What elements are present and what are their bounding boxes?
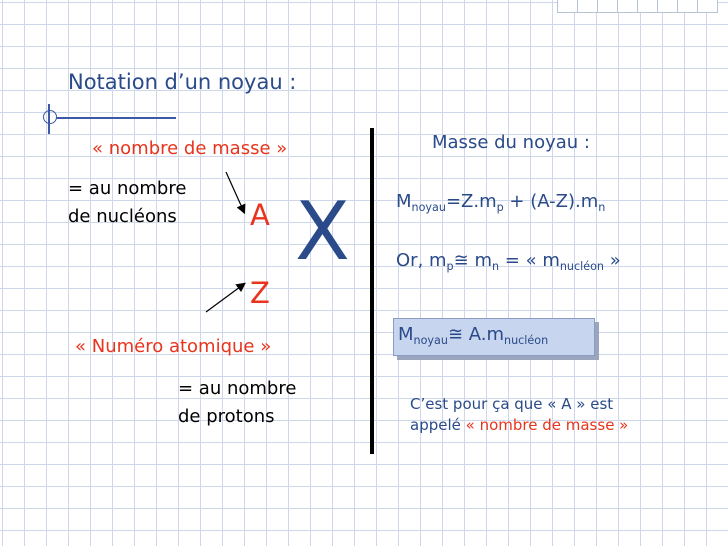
symbol-a: A — [250, 198, 270, 232]
arrow-to-z-icon — [206, 284, 244, 312]
protons-text-line2: de protons — [178, 406, 275, 427]
nucleons-text-line2: de nucléons — [68, 206, 177, 227]
arrow-to-a-icon — [226, 172, 244, 212]
protons-text-line1: = au nombre — [178, 378, 297, 399]
mass-equation: $M_{noyau}=Z.m_p + (A-Z).m_n$ — [396, 191, 606, 214]
result-equation: $M_{noyau}≅$ $A.m_{nucléon}$ — [398, 324, 549, 347]
vertical-divider — [370, 128, 374, 454]
note-line2: appelé « nombre de masse » — [410, 416, 629, 434]
approximation-equation: Or, $m_p≅$ $m_n$ = « $m_{nucléon}$ » — [396, 250, 621, 273]
slide-title: Notation d’un noyau : — [68, 70, 297, 94]
atomic-number-label: « Numéro atomique » — [75, 336, 272, 357]
note-line1: C’est pour ça que « A » est — [410, 395, 614, 413]
nucleons-text-line1: = au nombre — [68, 178, 187, 199]
symbol-z: Z — [250, 276, 270, 310]
symbol-x: X — [295, 185, 350, 278]
mass-number-label: « nombre de masse » — [92, 138, 288, 159]
mass-heading: Masse du noyau : — [432, 132, 590, 153]
